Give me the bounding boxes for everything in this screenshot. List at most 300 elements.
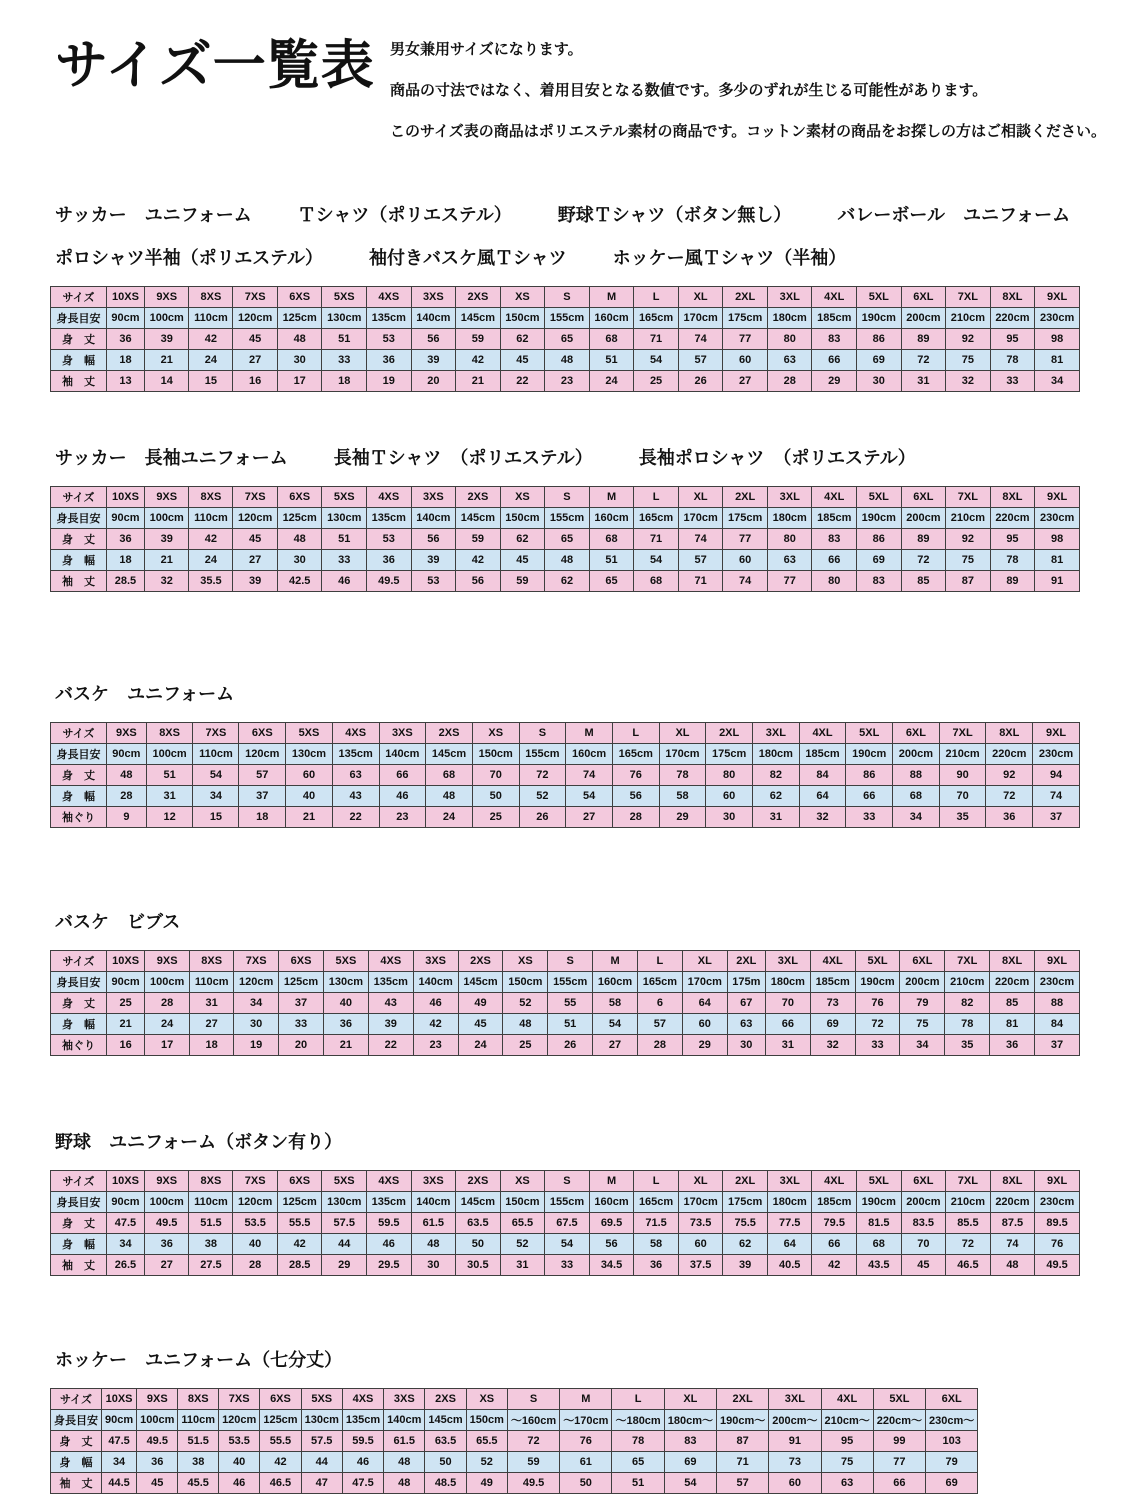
size-value-cell: 165cm [634,1192,679,1213]
size-value-cell: 54 [634,550,679,571]
size-value-cell: 37 [1035,1035,1080,1056]
size-value-cell: 180cm [767,1192,812,1213]
size-value-cell: 37 [239,786,286,807]
size-value-cell: 74 [566,765,613,786]
size-value-cell: 50 [425,1452,466,1473]
row-label: 身 幅 [51,1452,102,1473]
table-row [51,1255,1080,1276]
size-value-cell: 33 [279,1014,324,1035]
size-section [50,908,1121,1056]
size-value-cell: 63 [727,1014,765,1035]
size-value-cell: 26 [519,807,566,828]
size-value-cell: 27 [566,807,613,828]
size-value-cell: 220cm [990,972,1035,993]
row-label: 袖 丈 [51,371,107,392]
size-value-cell: 135cm [368,972,413,993]
size-value-cell: 18 [107,550,145,571]
size-value-cell: 34 [234,993,279,1014]
size-value-cell: 84 [799,765,846,786]
product-name: 長袖ポロシャツ （ポリエステル） [638,448,916,468]
table-row [51,550,1080,571]
size-value-cell: 91 [1035,571,1080,592]
size-value-cell: 140cm [411,1192,456,1213]
size-value-cell: 24 [189,550,233,571]
size-value-cell: 6XS [260,1389,301,1410]
product-name: 袖付きバスケ風Ｔシャツ [369,248,567,268]
size-value-cell: 125cm [260,1410,301,1431]
size-value-cell: 74 [678,529,723,550]
size-value-cell: 21 [323,1035,368,1056]
size-value-cell: 66 [873,1473,925,1494]
size-value-cell: 190cm [857,508,902,529]
size-value-cell: 7XL [939,723,986,744]
size-value-cell: 34 [900,1035,945,1056]
size-value-cell: 17 [145,1035,190,1056]
size-value-cell: 4XS [367,487,412,508]
size-value-cell: 39 [144,529,189,550]
table-row [51,993,1080,1014]
size-value-cell: 98 [1035,329,1080,350]
size-value-cell: 60 [723,550,768,571]
size-value-cell: 28 [107,786,147,807]
size-value-cell: 200cm [893,744,940,765]
size-value-cell: 70 [472,765,519,786]
row-label: 身 丈 [51,765,107,786]
size-value-cell: 27 [723,371,768,392]
size-value-cell: 60 [723,350,768,371]
size-value-cell: 30.5 [456,1255,501,1276]
size-value-cell: 9XL [1035,287,1080,308]
size-value-cell: 25 [503,1035,548,1056]
size-value-cell: 42 [189,329,233,350]
size-value-cell: 100cm [144,308,189,329]
size-value-cell: 16 [233,371,278,392]
size-value-cell: 8XS [178,1389,219,1410]
size-value-cell: 24 [589,371,634,392]
size-value-cell: M [589,487,634,508]
size-value-cell: 200cm [900,972,945,993]
size-section [50,680,1121,828]
size-value-cell: 160cm [593,972,638,993]
size-value-cell: 110cm [189,308,233,329]
size-value-cell: 77 [873,1452,925,1473]
size-value-cell: M [593,951,638,972]
heading-line [55,1346,1121,1372]
size-value-cell: 48 [545,550,590,571]
size-value-cell: 210cm [945,972,990,993]
size-value-cell: 8XS [146,723,193,744]
row-label: 身長目安 [51,972,107,993]
size-value-cell: 8XL [990,951,1035,972]
size-value-cell: 31 [190,993,234,1014]
size-value-cell: 56 [411,529,456,550]
size-value-cell: 22 [500,371,545,392]
size-value-cell: 155cm [545,508,590,529]
product-name: 野球 ユニフォーム（ボタン有り） [55,1132,343,1152]
product-name: ポロシャツ半袖（ポリエステル） [55,248,324,268]
size-value-cell: ～170cm [560,1410,612,1431]
size-value-cell: 125cm [277,508,322,529]
size-value-cell: 58 [659,786,706,807]
size-value-cell: 185cm [812,1192,857,1213]
size-value-cell: 83.5 [901,1213,946,1234]
size-value-cell: 5XL [857,487,902,508]
size-value-cell: 77 [723,529,768,550]
size-value-cell: 59 [500,571,545,592]
size-value-cell: 68 [589,329,634,350]
size-value-cell: 52 [503,993,548,1014]
size-value-cell: 140cm [411,308,456,329]
size-value-cell: 175cm [706,744,753,765]
table-row [51,329,1080,350]
size-value-cell: 4XL [810,951,855,972]
size-value-cell: 53 [411,571,456,592]
size-value-cell: 39 [144,329,189,350]
size-value-cell: 74 [723,571,768,592]
size-value-cell: 39 [233,571,278,592]
size-value-cell: 19 [367,371,412,392]
size-value-cell: 65.5 [500,1213,545,1234]
size-value-cell: 8XL [990,487,1035,508]
size-value-cell: 70 [765,993,810,1014]
size-value-cell: 64 [767,1234,812,1255]
size-value-cell: 100cm [145,972,190,993]
size-value-cell: 86 [846,765,893,786]
size-section [50,201,1121,392]
size-value-cell: 83 [664,1431,716,1452]
size-value-cell: 55 [548,993,593,1014]
size-value-cell: 79 [900,993,945,1014]
size-table [50,486,1080,592]
size-value-cell: 77 [767,571,812,592]
size-value-cell: 45 [500,550,545,571]
size-value-cell: 31 [765,1035,810,1056]
table-row [51,350,1080,371]
product-name: バスケ ビブス [55,912,181,932]
size-value-cell: 95 [990,529,1035,550]
size-value-cell: 73.5 [678,1213,723,1234]
size-value-cell: 2XS [456,487,501,508]
size-value-cell: 58 [593,993,638,1014]
size-value-cell: 28 [145,993,190,1014]
size-value-cell: 155cm [548,972,593,993]
size-value-cell: 51 [612,1473,664,1494]
size-value-cell: 30 [277,350,322,371]
size-value-cell: 60 [286,765,333,786]
size-value-cell: 43.5 [857,1255,902,1276]
size-value-cell: 81 [1035,350,1080,371]
size-value-cell: 72 [855,1014,900,1035]
size-value-cell: 33 [990,371,1035,392]
size-value-cell: 48.5 [425,1473,466,1494]
size-value-cell: 7XS [234,951,279,972]
size-value-cell: 54 [593,1014,638,1035]
size-value-cell: 63 [767,550,812,571]
size-value-cell: M [560,1389,612,1410]
size-value-cell: 65 [545,329,590,350]
size-value-cell: 42 [189,529,233,550]
size-value-cell: 54 [193,765,239,786]
product-name: ホッケー風Ｔシャツ（半袖） [612,248,847,268]
size-value-cell: 40 [233,1234,278,1255]
size-value-cell: 7XL [946,287,991,308]
size-value-cell: 100cm [144,508,189,529]
row-label: 身長目安 [51,1410,102,1431]
size-value-cell: 37 [279,993,324,1014]
size-value-cell: 74 [678,329,723,350]
size-value-cell: 170cm [678,308,723,329]
size-value-cell: 48 [277,329,322,350]
size-value-cell: 5XL [857,1171,902,1192]
size-value-cell: 4XS [367,287,412,308]
size-value-cell: 190cm [857,1192,902,1213]
size-value-cell: 135cm [367,308,412,329]
size-value-cell: 20 [411,371,456,392]
size-value-cell: 66 [846,786,893,807]
size-value-cell: 190cm [857,308,902,329]
size-value-cell: 54 [664,1473,716,1494]
size-value-cell: 2XS [458,951,503,972]
size-value-cell: 165cm [634,308,679,329]
size-value-cell: 210cm [946,1192,991,1213]
size-value-cell: 62 [545,571,590,592]
size-value-cell: 9XS [144,287,189,308]
size-value-cell: 145cm [425,1410,466,1431]
size-value-cell: 150cm [472,744,519,765]
size-value-cell: 56 [612,786,659,807]
size-value-cell: 190cm～ [716,1410,768,1431]
size-value-cell: 100cm [146,744,193,765]
section-products-heading [55,908,1121,934]
size-value-cell: 64 [799,786,846,807]
size-value-cell: 180cm [767,508,812,529]
row-label: 身 幅 [51,786,107,807]
size-value-cell: 69 [810,1014,855,1035]
size-value-cell: 130cm [286,744,333,765]
size-value-cell: 45 [233,529,278,550]
size-value-cell: 29 [659,807,706,828]
size-value-cell: 83 [857,571,902,592]
size-value-cell: L [612,1389,664,1410]
size-value-cell: 90 [939,765,986,786]
size-value-cell: 56 [589,1234,634,1255]
row-label: 身 幅 [51,550,107,571]
size-value-cell: 45 [233,329,278,350]
size-value-cell: 125cm [277,1192,322,1213]
size-value-cell: 63 [767,350,812,371]
size-value-cell: 51.5 [189,1213,233,1234]
size-value-cell: 6XS [239,723,286,744]
size-value-cell: 27 [190,1014,234,1035]
size-value-cell: 135cm [367,508,412,529]
size-value-cell: 120cm [233,308,278,329]
size-value-cell: 88 [893,765,940,786]
table-row [51,287,1080,308]
size-value-cell: 185cm [799,744,846,765]
size-value-cell: 82 [945,993,990,1014]
size-value-cell: 78 [945,1014,990,1035]
size-value-cell: 34 [893,807,940,828]
size-value-cell: 2XL [723,1171,768,1192]
size-value-cell: 79.5 [812,1213,857,1234]
size-value-cell: 68 [857,1234,902,1255]
size-value-cell: 76 [1035,1234,1080,1255]
size-value-cell: 64 [682,993,727,1014]
size-value-cell: 69 [857,350,902,371]
row-label: 身長目安 [51,744,107,765]
size-value-cell: 5XS [323,951,368,972]
size-value-cell: 72 [507,1431,559,1452]
table-row [51,308,1080,329]
row-label: サイズ [51,1389,102,1410]
size-value-cell: 6XL [900,951,945,972]
size-value-cell: 51.5 [178,1431,219,1452]
size-value-cell: 88 [1035,993,1080,1014]
size-value-cell: 170cm [659,744,706,765]
size-value-cell: 69.5 [589,1213,634,1234]
size-value-cell: 55.5 [260,1431,301,1452]
size-value-cell: 95 [990,329,1035,350]
size-value-cell: 78 [659,765,706,786]
size-value-cell: 45 [137,1473,178,1494]
size-table [50,286,1080,392]
size-value-cell: 150cm [500,308,545,329]
size-value-cell: 25 [472,807,519,828]
size-value-cell: 75.5 [723,1213,768,1234]
size-value-cell: 120cm [233,1192,278,1213]
section-products-heading [55,1346,1121,1372]
size-value-cell: 2XS [456,1171,501,1192]
size-value-cell: 21 [144,550,189,571]
table-row [51,786,1080,807]
size-value-cell: 120cm [239,744,286,765]
size-value-cell: 32 [946,371,991,392]
size-value-cell: XL [682,951,727,972]
row-label: 身長目安 [51,308,107,329]
size-value-cell: 46.5 [946,1255,991,1276]
size-value-cell: 5XL [846,723,893,744]
size-value-cell: 150cm [500,508,545,529]
note-material: このサイズ表の商品はポリエステル素材の商品です。コットン素材の商品をお探しの方はご相談ください。 [390,123,1106,140]
size-value-cell: 48 [384,1452,425,1473]
size-value-cell: 27 [233,550,278,571]
size-value-cell: 60 [678,1234,723,1255]
size-value-cell: 42 [812,1255,857,1276]
size-value-cell: 28 [767,371,812,392]
size-value-cell: 45 [901,1255,946,1276]
size-value-cell: 43 [332,786,379,807]
size-value-cell: 4XL [812,1171,857,1192]
size-value-cell: L [634,487,679,508]
notes-block [390,30,1106,161]
size-value-cell: 73 [810,993,855,1014]
row-label: サイズ [51,1171,107,1192]
size-value-cell: 14 [144,371,189,392]
size-value-cell: 57 [637,1014,682,1035]
table-row [51,1035,1080,1056]
size-value-cell: 49.5 [507,1473,559,1494]
size-value-cell: 39 [411,550,456,571]
note-unisex: 男女兼用サイズになります。 [390,41,583,58]
size-value-cell: 5XL [873,1389,925,1410]
size-value-cell: 36 [144,1234,189,1255]
size-value-cell: 47.5 [107,1213,145,1234]
size-value-cell: 21 [107,1014,145,1035]
row-label: サイズ [51,287,107,308]
size-value-cell: 110cm [189,508,233,529]
size-value-cell: 81 [990,1014,1035,1035]
size-value-cell: M [566,723,613,744]
size-value-cell: L [637,951,682,972]
size-value-cell: S [545,487,590,508]
size-value-cell: 9XS [144,1171,189,1192]
size-value-cell: 140cm [379,744,426,765]
size-value-cell: 16 [107,1035,145,1056]
size-value-cell: 125cm [277,308,322,329]
size-value-cell: 5XS [301,1389,342,1410]
size-value-cell: 7XL [946,487,991,508]
size-value-cell: XS [503,951,548,972]
size-value-cell: 6 [637,993,682,1014]
size-value-cell: 73 [769,1452,821,1473]
size-value-cell: 91 [769,1431,821,1452]
size-value-cell: 3XS [384,1389,425,1410]
size-value-cell: 89 [901,329,946,350]
size-value-cell: 23 [545,371,590,392]
size-value-cell: 2XL [706,723,753,744]
size-value-cell: 155cm [545,308,590,329]
size-value-cell: 68 [893,786,940,807]
product-name: バレーボール ユニフォーム [837,205,1071,225]
size-value-cell: 7XS [193,723,239,744]
size-value-cell: 87 [946,571,991,592]
size-value-cell: 2XL [723,487,768,508]
row-label: 身 丈 [51,529,107,550]
size-value-cell: 69 [664,1452,716,1473]
size-value-cell: 48 [990,1255,1035,1276]
size-value-cell: 74 [1033,786,1080,807]
product-name: 野球Ｔシャツ（ボタン無し） [557,205,792,225]
size-value-cell: XL [678,487,723,508]
size-value-cell: 87.5 [990,1213,1035,1234]
size-value-cell: 100cm [137,1410,178,1431]
size-value-cell: 34 [102,1452,137,1473]
size-value-cell: 10XS [107,287,145,308]
size-value-cell: 60 [682,1014,727,1035]
size-value-cell: 85.5 [946,1213,991,1234]
size-value-cell: 59 [456,329,501,350]
size-value-cell: 80 [706,765,753,786]
size-value-cell: 24 [145,1014,190,1035]
size-value-cell: 45.5 [178,1473,219,1494]
size-value-cell: 9XL [1033,723,1080,744]
size-value-cell: 220cm [990,1192,1035,1213]
size-value-cell: 75 [900,1014,945,1035]
size-value-cell: 145cm [458,972,503,993]
size-value-cell: 140cm [384,1410,425,1431]
size-value-cell: 36 [634,1255,679,1276]
table-row [51,571,1080,592]
size-value-cell: 37 [1033,807,1080,828]
size-value-cell: 25 [634,371,679,392]
size-value-cell: 26.5 [107,1255,145,1276]
size-value-cell: 63 [821,1473,873,1494]
size-value-cell: 200cm [901,308,946,329]
size-value-cell: 38 [178,1452,219,1473]
size-value-cell: 3XS [413,951,458,972]
size-value-cell: 49.5 [367,571,412,592]
size-value-cell: 76 [855,993,900,1014]
